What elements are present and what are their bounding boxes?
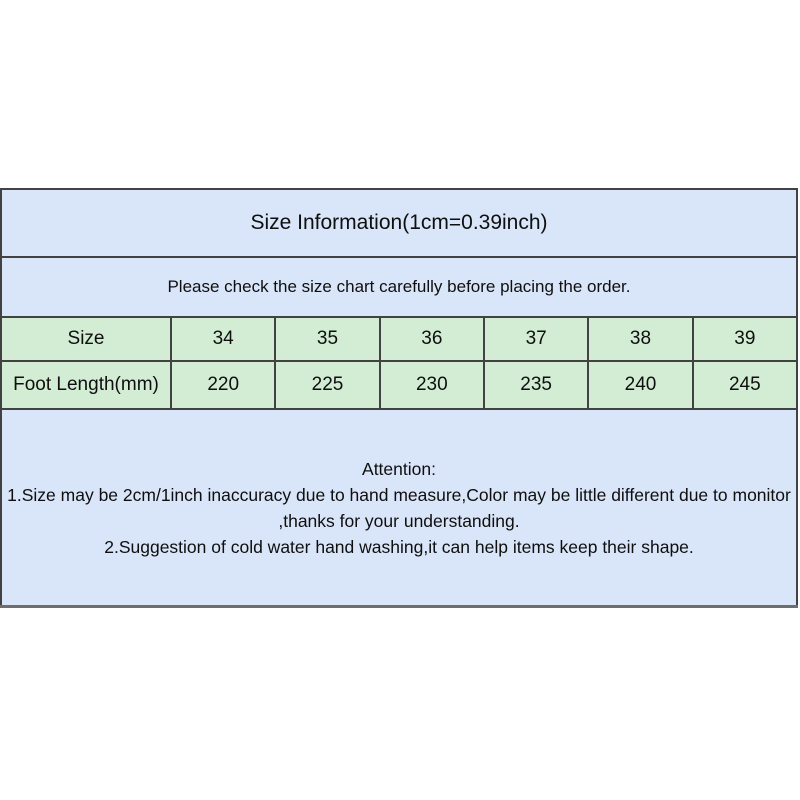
size-chart-table bbox=[0, 188, 798, 608]
size-value-cell: 34 bbox=[171, 317, 275, 361]
title-row bbox=[1, 189, 797, 257]
chart-subtitle: Please check the size chart carefully before placing the order. bbox=[1, 257, 797, 317]
size-value-cell: 38 bbox=[588, 317, 692, 361]
size-value-cell: 37 bbox=[484, 317, 588, 361]
attention-note-1: 1.Size may be 2cm/1inch inaccuracy due to hand measure,Color may be little different due to monitor ,thanks for your understanding. bbox=[7, 484, 791, 531]
attention-heading: Attention: bbox=[362, 458, 436, 479]
size-row bbox=[1, 317, 797, 361]
foot-length-value-cell: 235 bbox=[484, 361, 588, 409]
size-value-cell: 39 bbox=[693, 317, 797, 361]
foot-length-value-cell: 230 bbox=[380, 361, 484, 409]
subtitle-row bbox=[1, 257, 797, 317]
attention-row bbox=[1, 409, 797, 607]
attention-note-2: 2.Suggestion of cold water hand washing,it can help items keep their shape. bbox=[104, 536, 694, 557]
size-row-label: Size bbox=[1, 317, 171, 361]
foot-length-row-label: Foot Length(mm) bbox=[1, 361, 171, 409]
foot-length-row bbox=[1, 361, 797, 409]
attention-cell bbox=[1, 409, 797, 607]
chart-title: Size Information(1cm=0.39inch) bbox=[1, 189, 797, 257]
foot-length-value-cell: 225 bbox=[275, 361, 379, 409]
size-value-cell: 35 bbox=[275, 317, 379, 361]
size-value-cell: 36 bbox=[380, 317, 484, 361]
foot-length-value-cell: 245 bbox=[693, 361, 797, 409]
foot-length-value-cell: 240 bbox=[588, 361, 692, 409]
foot-length-value-cell: 220 bbox=[171, 361, 275, 409]
